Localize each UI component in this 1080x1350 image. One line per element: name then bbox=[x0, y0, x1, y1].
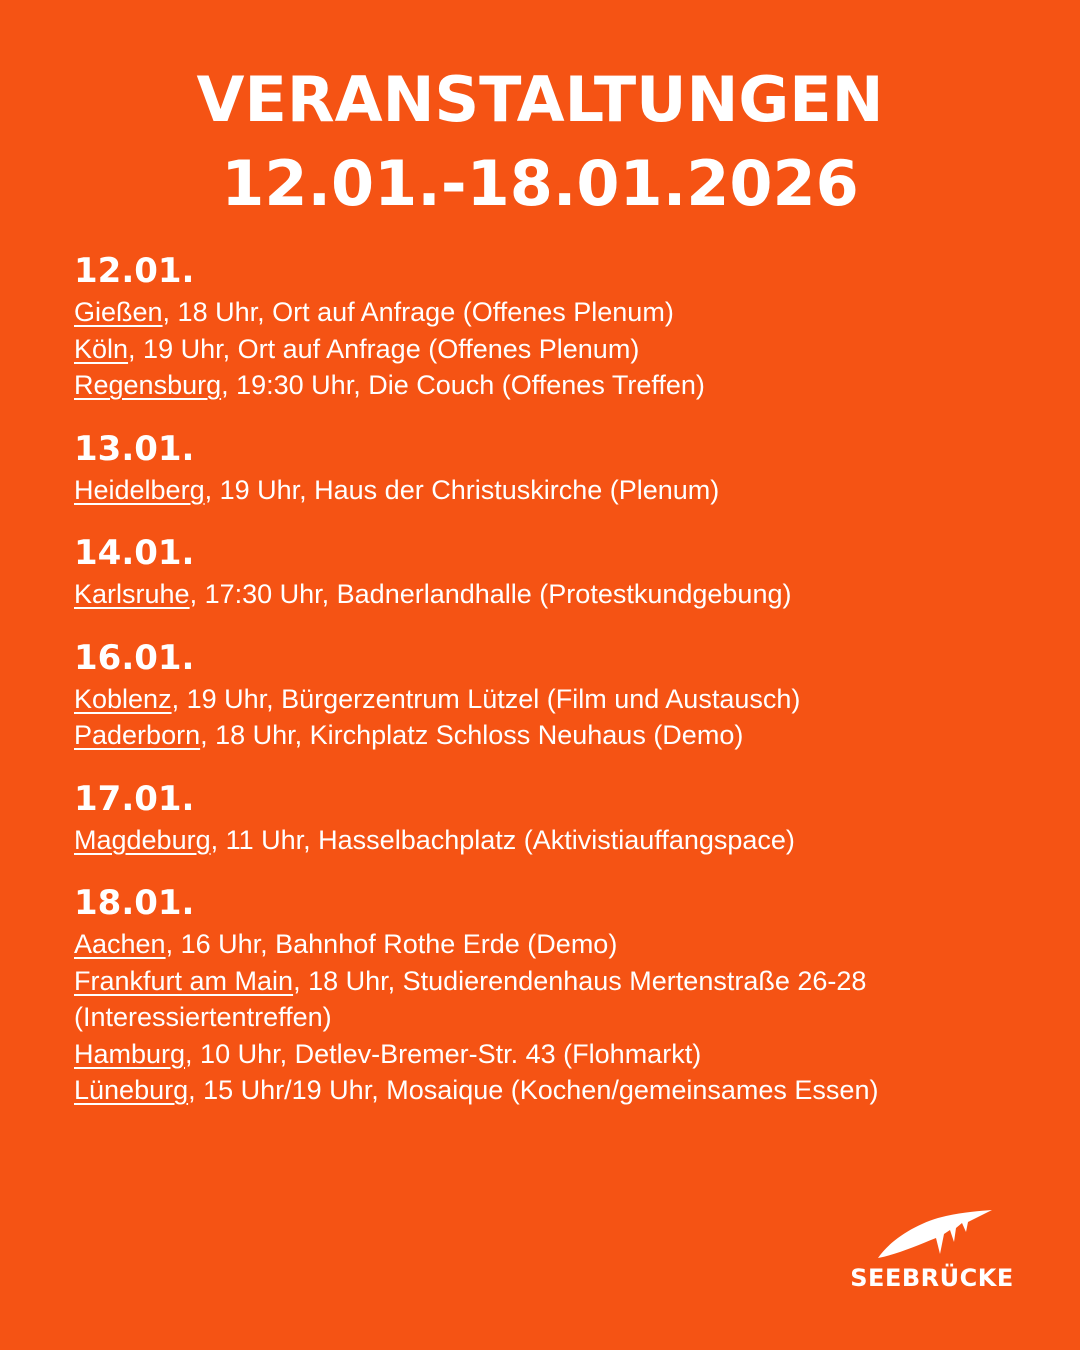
event-details: , 10 Uhr, Detlev-Bremer-Str. 43 (Flohmarkt) bbox=[185, 1038, 702, 1069]
event-entry bbox=[74, 963, 1014, 1036]
day-date: 13.01. bbox=[74, 428, 195, 469]
day-group bbox=[74, 776, 1014, 859]
title-heading: VERANSTALTUNGEN bbox=[196, 63, 884, 136]
day-date: 18.01. bbox=[74, 883, 195, 923]
event-details: , 19 Uhr, Bürgerzentrum Lützel (Film und Austausch) bbox=[171, 683, 801, 714]
city-link[interactable]: Frankfurt am Main bbox=[74, 965, 294, 996]
day-date: 16.01. bbox=[74, 637, 195, 678]
city-link[interactable]: Lüneburg bbox=[74, 1075, 189, 1105]
event-entry bbox=[74, 681, 1014, 718]
event-entry bbox=[74, 331, 1014, 368]
event-entry bbox=[74, 1036, 1014, 1073]
event-entry bbox=[74, 472, 1014, 509]
wave-bridge-icon bbox=[876, 1208, 996, 1260]
seebruecke-logo bbox=[836, 1208, 1028, 1292]
event-entry bbox=[74, 717, 1014, 754]
city-link[interactable]: Paderborn bbox=[74, 720, 201, 750]
city-link[interactable]: Hamburg bbox=[74, 1038, 186, 1069]
logo-wordmark: SEEBRÜCKE bbox=[850, 1264, 1014, 1292]
day-date: 12.01. bbox=[74, 251, 195, 291]
event-entry bbox=[74, 822, 1014, 859]
event-details: , 16 Uhr, Bahnhof Rothe Erde (Demo) bbox=[165, 929, 618, 959]
city-link[interactable]: Regensburg bbox=[74, 370, 222, 400]
event-details: , 19 Uhr, Ort auf Anfrage (Offenes Plenum) bbox=[128, 333, 640, 364]
city-link[interactable]: Karlsruhe bbox=[74, 579, 190, 609]
event-entry bbox=[74, 926, 1014, 963]
event-details: , 19:30 Uhr, Die Couch (Offenes Treffen) bbox=[221, 370, 705, 400]
page-title bbox=[0, 58, 1080, 226]
event-details: , 17:30 Uhr, Badnerlandhalle (Protestkundgebung) bbox=[189, 579, 792, 609]
event-details: , 19 Uhr, Haus der Christuskirche (Plenum) bbox=[204, 474, 720, 505]
event-details: , 18 Uhr, Kirchplatz Schloss Neuhaus (Demo) bbox=[200, 720, 744, 750]
city-link[interactable]: Köln bbox=[74, 333, 129, 364]
day-date: 17.01. bbox=[74, 778, 195, 819]
city-link[interactable]: Magdeburg bbox=[74, 824, 211, 855]
title-date-range: 12.01.-18.01.2026 bbox=[221, 147, 859, 220]
city-link[interactable]: Koblenz bbox=[74, 683, 172, 714]
city-link[interactable]: Heidelberg bbox=[74, 474, 205, 505]
event-entry bbox=[74, 294, 1014, 331]
event-details: , 18 Uhr, Ort auf Anfrage (Offenes Plenum) bbox=[162, 297, 674, 327]
event-entry bbox=[74, 367, 1014, 404]
event-entry bbox=[74, 1072, 1014, 1109]
day-date: 14.01. bbox=[74, 533, 195, 573]
city-link[interactable]: Gießen bbox=[74, 297, 163, 327]
day-group bbox=[74, 426, 1014, 509]
event-details: , 11 Uhr, Hasselbachplatz (Aktivistiauffangspace) bbox=[210, 824, 795, 855]
day-group bbox=[74, 530, 1014, 613]
event-details: , 15 Uhr/19 Uhr, Mosaique (Kochen/gemeinsames Essen) bbox=[188, 1075, 879, 1105]
event-list bbox=[74, 248, 1014, 1131]
day-group bbox=[74, 880, 1014, 1109]
event-details: , 18 Uhr, Studierendenhaus Mertenstraße 26-28 (Interessiertentreffen) bbox=[74, 965, 867, 1032]
day-group bbox=[74, 635, 1014, 754]
day-group bbox=[74, 248, 1014, 404]
city-link[interactable]: Aachen bbox=[74, 929, 166, 959]
event-entry bbox=[74, 576, 1014, 613]
